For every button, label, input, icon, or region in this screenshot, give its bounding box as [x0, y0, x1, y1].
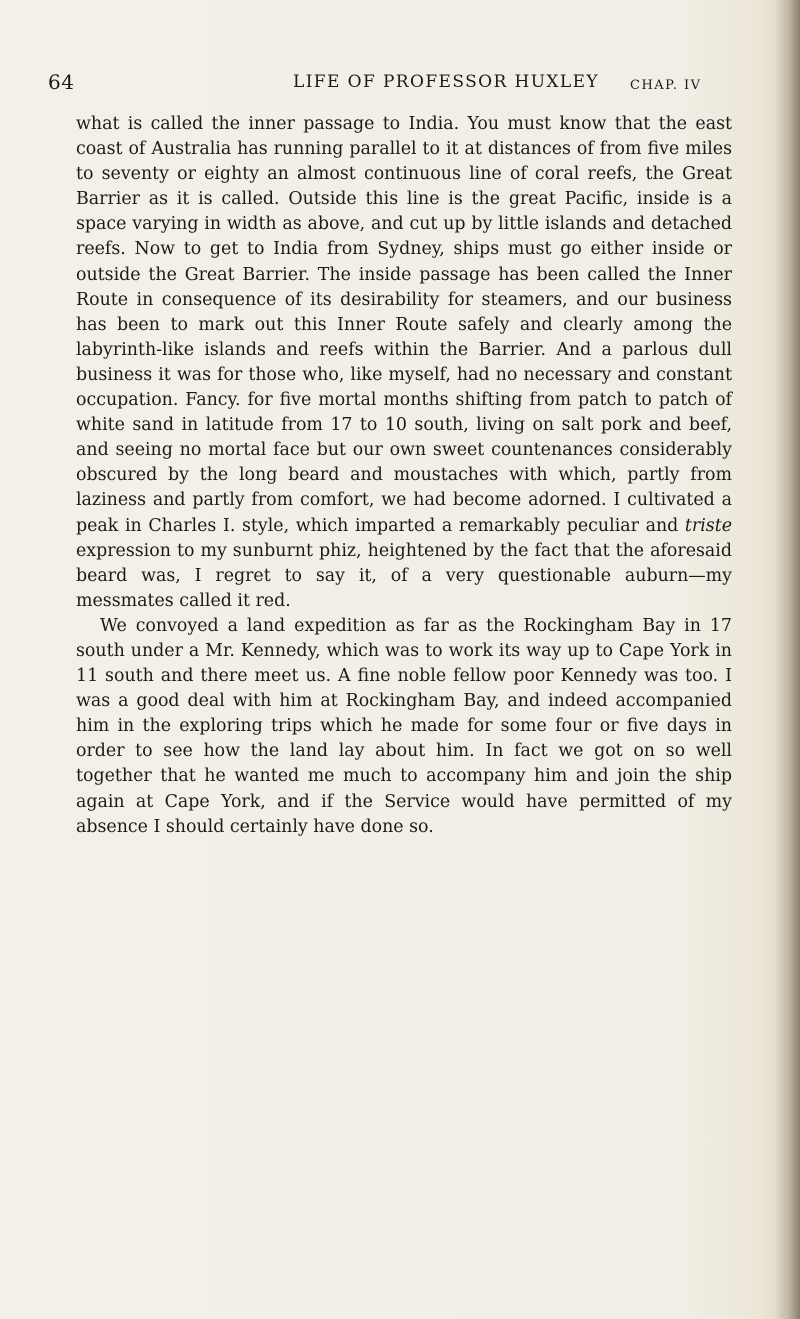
chapter-mark: CHAP. IV [630, 78, 702, 93]
body-text [76, 112, 732, 840]
paragraph-1-part-2: expression to my sunburnt phiz, heightened by the fact that the aforesaid beard was, I regret to say it, of a very questionable auburn—my messmates called it red. [76, 540, 732, 611]
binding-gutter-shadow [774, 0, 800, 1319]
italic-word: triste [684, 515, 732, 536]
paragraph-1-part-1: what is called the inner passage to India. You must know that the east coast of Australia has running parallel to it at distances of from five miles to seventy or eighty an almost continuous line of coral reefs, the Great Barrier as it is called. Outside this line is the great Pacific, inside is a space varying in width as above, and cut up by little islands and detached reefs. Now to get to India from Sydney, ships must go either inside or outside the Great Barrier. The inside passage has been called the Inner Route in consequence of its desirability for steamers, and our business has been to mark out this Inner Route safely and clearly among the labyrinth-like islands and reefs within the Barrier. And a parlous dull business it was for those who, like myself, had no necessary and constant occupation. Fancy. for five mortal months shifting from patch to patch of white sand in latitude from 17 to 10 south, living on salt pork and beef, and seeing no mortal face but our own sweet countenances considerably obscured by the long beard and moustaches with which, partly from laziness and partly from comfort, we had become adorned. I cultivated a peak in Charles I. style, which imparted a remarkably peculiar and [76, 114, 732, 536]
running-title: LIFE OF PROFESSOR HUXLEY [293, 72, 600, 92]
page-number: 64 [48, 70, 75, 94]
paragraph-1 [76, 112, 732, 614]
page-header [48, 70, 768, 110]
paragraph-2: We convoyed a land expedition as far as the Rockingham Bay in 17 south under a Mr. Kennedy, which was to work its way up to Cape York in 11 south and there meet us. A fine noble fellow poor Kennedy was too. I was a good deal with him at Rockingham Bay, and indeed accompanied him in the exploring trips which he made for some four or five days in order to see how the land lay about him. In fact we got on so well together that he wanted me much to accompany him and join the ship again at Cape York, and if the Service would have permitted of my absence I should certainly have done so. [76, 615, 732, 837]
